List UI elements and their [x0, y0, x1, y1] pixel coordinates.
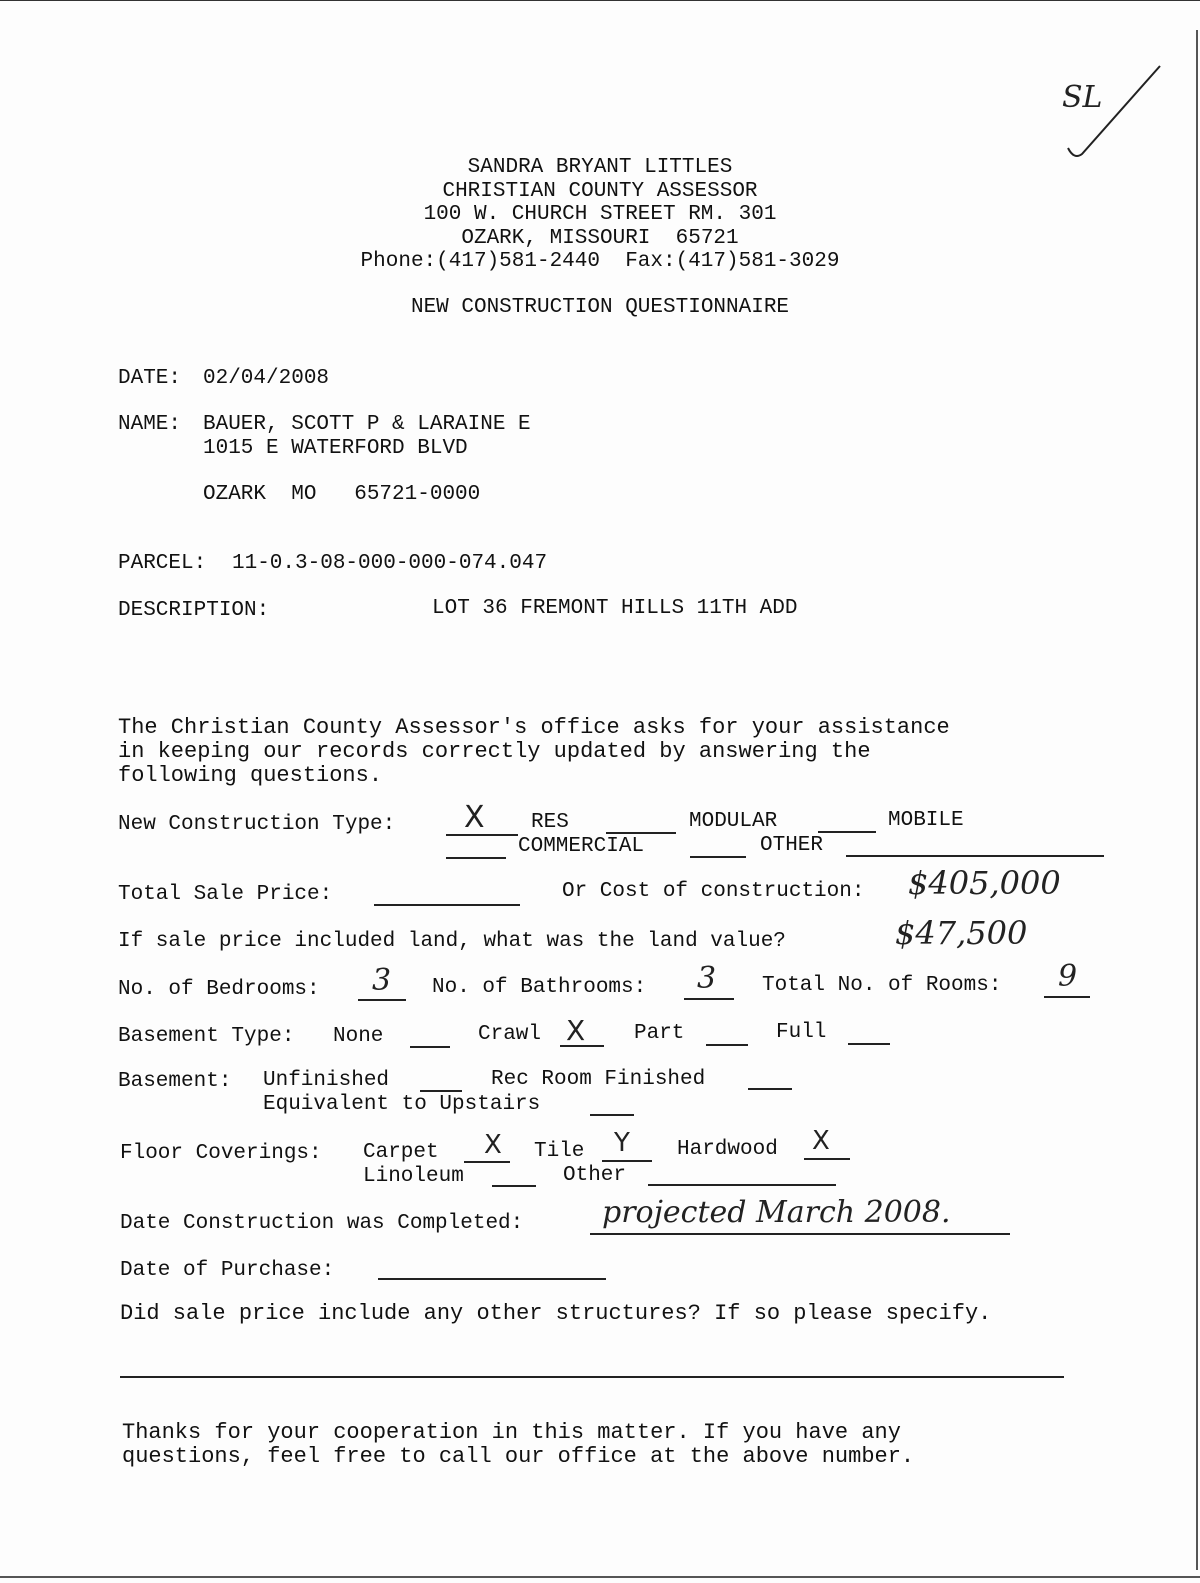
office-contact: Phone:(417)581-2440 Fax:(417)581-3029	[360, 250, 840, 273]
intro-line-1: The Christian County Assessor's office asks for your assistance	[118, 715, 950, 740]
basement-crawl-mark: X	[566, 1014, 586, 1047]
other-type-specify-blank[interactable]	[846, 855, 1104, 857]
total-rooms-label: Total No. of Rooms:	[762, 974, 1002, 997]
parcel-number: 11-0.3-08-000-000-074.047	[232, 552, 548, 575]
date-label: DATE:	[118, 367, 182, 390]
checkmark-icon	[1060, 60, 1170, 170]
floor-coverings-label: Floor Coverings:	[120, 1142, 322, 1165]
office-city: OZARK, MISSOURI 65721	[461, 227, 739, 250]
floor-tile-blank[interactable]	[602, 1160, 652, 1162]
basement-type-label: Basement Type:	[118, 1025, 295, 1048]
basement-unfinished-option: Unfinished	[263, 1069, 390, 1092]
owner-name: BAUER, SCOTT P & LARAINE E	[203, 413, 531, 436]
floor-other-blank[interactable]	[648, 1184, 836, 1186]
closing-line-1: Thanks for your cooperation in this matter. If you have any	[122, 1420, 901, 1445]
basement-none-blank[interactable]	[410, 1046, 450, 1048]
description-label: DESCRIPTION:	[118, 599, 270, 622]
land-value-label: If sale price included land, what was the land value?	[118, 930, 786, 953]
modular-blank[interactable]	[606, 832, 676, 834]
bathrooms-value: 3	[697, 961, 717, 996]
floor-tile-option: Tile	[534, 1140, 585, 1163]
mobile-blank[interactable]	[818, 831, 876, 833]
floor-carpet-blank[interactable]	[464, 1161, 510, 1163]
bedrooms-label: No. of Bedrooms:	[118, 978, 320, 1001]
basement-full-blank[interactable]	[848, 1043, 890, 1045]
basement-rec-room-option: Rec Room Finished	[491, 1068, 706, 1091]
res-mark: X	[464, 800, 485, 835]
floor-linoleum-blank[interactable]	[492, 1185, 536, 1187]
cost-of-construction-label: Or Cost of construction:	[562, 880, 865, 903]
floor-carpet-option: Carpet	[363, 1141, 439, 1164]
basement-rec-room-blank[interactable]	[748, 1088, 792, 1090]
basement-equivalent-option: Equivalent to Upstairs	[263, 1093, 541, 1116]
other-structures-blank[interactable]	[120, 1376, 1064, 1378]
floor-tile-mark: Y	[614, 1128, 630, 1158]
assessor-name: SANDRA BRYANT LITTLES	[467, 156, 733, 179]
floor-other-option: Other	[563, 1164, 627, 1187]
basement-crawl-option: Crawl	[478, 1023, 542, 1046]
owner-address-city: OZARK MO 65721-0000	[203, 483, 481, 506]
bathrooms-label: No. of Bathrooms:	[432, 976, 647, 999]
res-option: RES	[531, 811, 569, 834]
total-sale-price-blank[interactable]	[374, 904, 520, 906]
land-value-value: $47,500	[895, 914, 1028, 952]
floor-hardwood-option: Hardwood	[677, 1138, 778, 1161]
floor-hardwood-blank[interactable]	[804, 1158, 850, 1160]
basement-full-option: Full	[776, 1021, 827, 1044]
office-title: CHRISTIAN COUNTY ASSESSOR	[442, 180, 758, 203]
basement-part-option: Part	[634, 1022, 685, 1045]
property-description: LOT 36 FREMONT HILLS 11TH ADD	[432, 597, 798, 620]
form-title: NEW CONSTRUCTION QUESTIONNAIRE	[410, 296, 790, 319]
completion-date-blank[interactable]	[590, 1233, 1010, 1235]
construction-type-label: New Construction Type:	[118, 813, 396, 836]
intro-line-2: in keeping our records correctly updated by answering the	[118, 739, 871, 764]
bedrooms-blank[interactable]	[358, 999, 406, 1001]
owner-address-street: 1015 E WATERFORD BLVD	[203, 437, 468, 460]
parcel-label: PARCEL:	[118, 552, 207, 575]
other-type-option: OTHER	[760, 834, 824, 857]
mobile-option: MOBILE	[888, 809, 964, 832]
basement-finish-label: Basement:	[118, 1070, 232, 1093]
name-label: NAME:	[118, 413, 182, 436]
total-rooms-blank[interactable]	[1044, 996, 1090, 998]
cost-of-construction-value: $405,000	[908, 864, 1061, 902]
floor-hardwood-mark: X	[812, 1126, 830, 1156]
purchase-date-blank[interactable]	[378, 1278, 606, 1280]
basement-none-option: None	[333, 1025, 384, 1048]
commercial-option: COMMERCIAL	[518, 835, 645, 858]
purchase-date-label: Date of Purchase:	[120, 1259, 335, 1282]
commercial-blank[interactable]	[446, 857, 506, 859]
bedrooms-value: 3	[372, 963, 392, 998]
completion-date-label: Date Construction was Completed:	[120, 1212, 524, 1235]
initials-handwritten: SL	[1062, 80, 1103, 115]
basement-equivalent-blank[interactable]	[590, 1114, 634, 1116]
date-value: 02/04/2008	[203, 367, 330, 390]
floor-linoleum-option: Linoleum	[363, 1165, 464, 1188]
closing-line-2: questions, feel free to call our office at the above number.	[122, 1444, 915, 1469]
intro-line-3: following questions.	[118, 763, 383, 788]
completion-date-value: projected March 2008.	[602, 1195, 951, 1230]
bathrooms-blank[interactable]	[684, 998, 734, 1000]
floor-carpet-mark: X	[484, 1130, 502, 1160]
basement-unfinished-blank[interactable]	[420, 1090, 462, 1092]
total-rooms-value: 9	[1058, 959, 1078, 994]
basement-part-blank[interactable]	[706, 1044, 748, 1046]
total-sale-price-label: Total Sale Price:	[118, 883, 333, 906]
other-structures-label: Did sale price include any other structures? If so please specify.	[120, 1301, 992, 1326]
office-street: 100 W. CHURCH STREET RM. 301	[423, 203, 777, 226]
modular-option: MODULAR	[689, 810, 778, 833]
other-type-blank[interactable]	[690, 856, 746, 858]
